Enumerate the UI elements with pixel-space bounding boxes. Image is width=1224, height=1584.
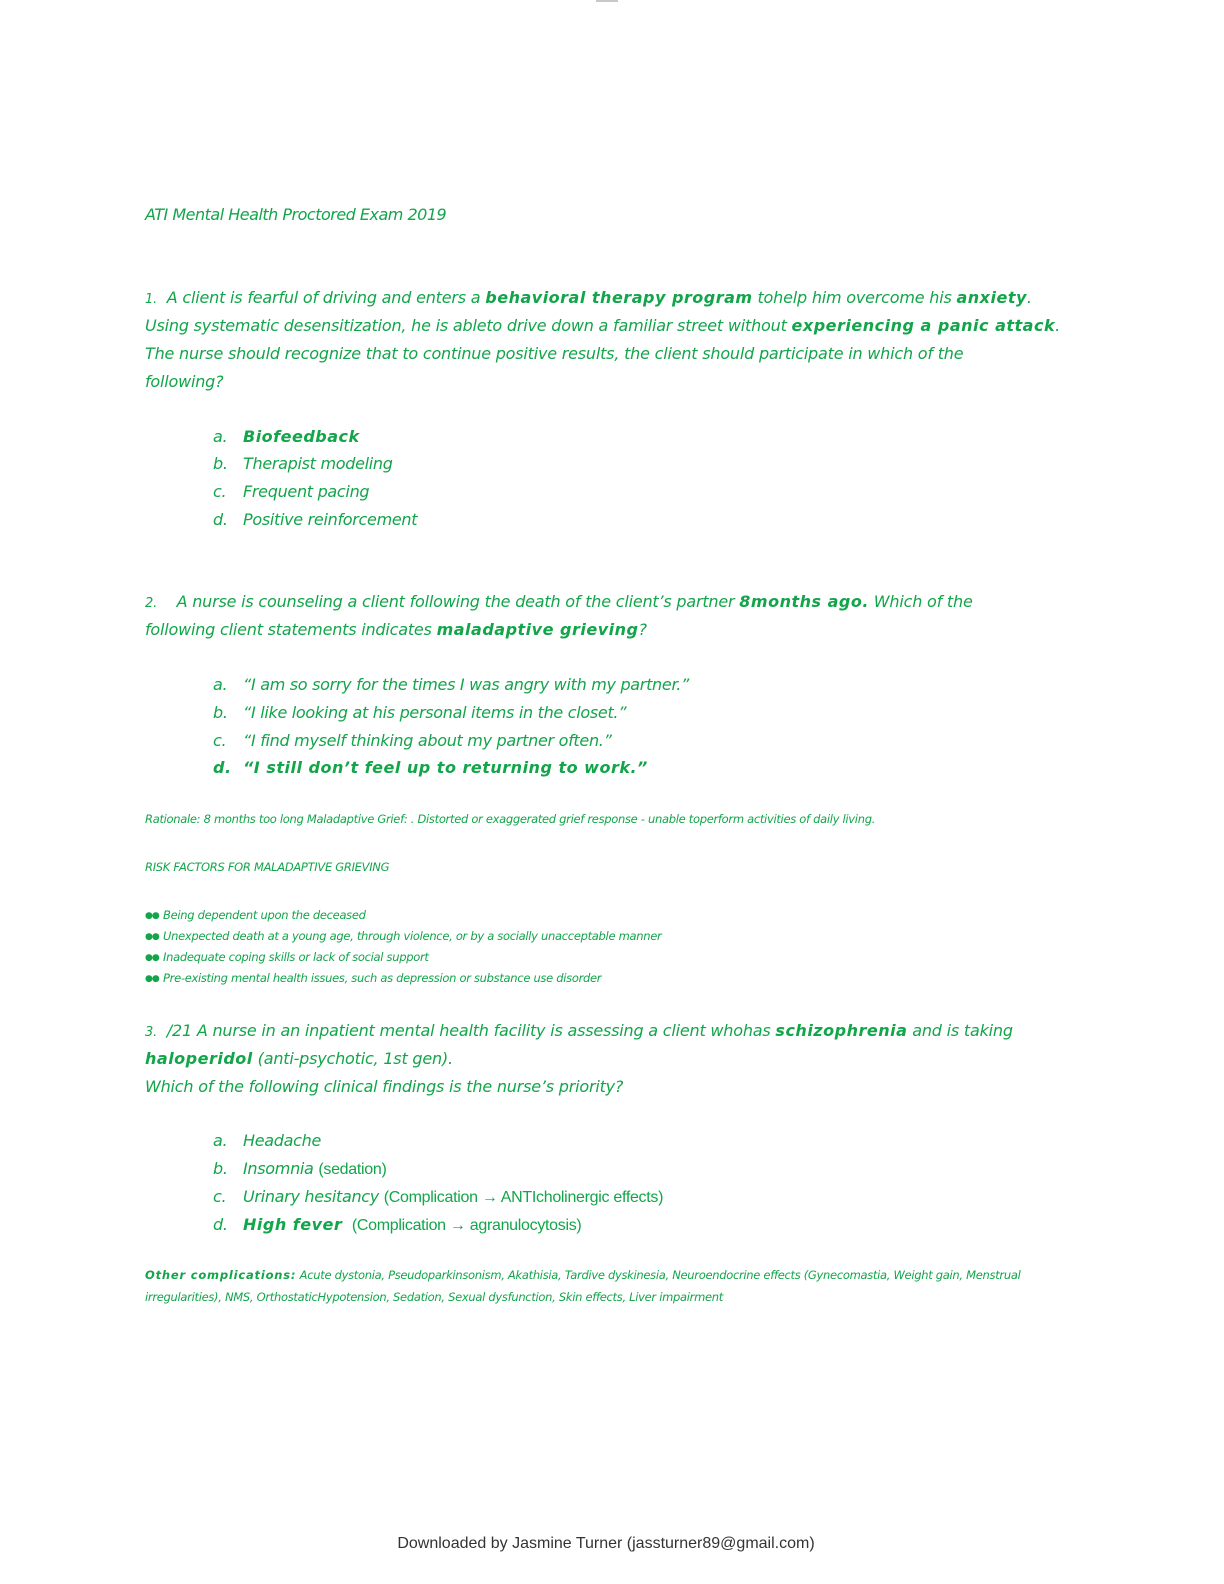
option-letter: d. bbox=[213, 1215, 228, 1234]
option-note: (sedation) bbox=[318, 1161, 387, 1178]
other-complications-label: Other complications: bbox=[145, 1268, 297, 1282]
q1-option-d bbox=[213, 510, 417, 529]
risk-text: Pre-existing mental health issues, such as depression or substance use disorder bbox=[163, 971, 602, 985]
question-number: 2. bbox=[145, 596, 158, 611]
option-text: High fever bbox=[243, 1215, 343, 1234]
question-text: A client is fearful of driving and enters a bbox=[166, 288, 481, 307]
question-number: 1. bbox=[145, 292, 158, 307]
risk-factors-heading: RISK FACTORS FOR MALADAPTIVE GRIEVING bbox=[145, 860, 390, 874]
option-letter: b. bbox=[213, 1159, 228, 1178]
question-text: and is taking bbox=[912, 1021, 1013, 1040]
question-text: tohelp him overcome his bbox=[757, 288, 952, 307]
question-text: Using systematic desensitization, he is ableto drive down a familiar street without bbox=[145, 316, 787, 335]
option-letter: a. bbox=[213, 427, 228, 446]
other-complications-line-1 bbox=[145, 1268, 1020, 1282]
emphasis-text: schizophrenia bbox=[775, 1021, 908, 1040]
q3-option-b bbox=[213, 1159, 387, 1179]
q1-option-a bbox=[213, 427, 360, 446]
question-text: A nurse is counseling a client following the death of the client’s partner bbox=[176, 592, 735, 611]
option-letter: a. bbox=[213, 1131, 228, 1150]
option-letter: a. bbox=[213, 675, 228, 694]
q2-option-a bbox=[213, 675, 689, 694]
q1-option-c bbox=[213, 482, 369, 501]
question-text: following client statements indicates bbox=[145, 620, 432, 639]
emphasis-text: anxiety bbox=[956, 288, 1027, 307]
risk-text: Inadequate coping skills or lack of social support bbox=[163, 950, 429, 964]
question-1-line-3: The nurse should recognize that to continue positive results, the client should participate in which of the bbox=[145, 344, 964, 363]
option-text: Positive reinforcement bbox=[243, 510, 418, 529]
option-text: Insomnia bbox=[243, 1159, 314, 1178]
question-text: . bbox=[1026, 288, 1032, 307]
risk-item bbox=[145, 929, 661, 943]
q2-option-b bbox=[213, 703, 626, 722]
option-text: Frequent pacing bbox=[243, 482, 370, 501]
option-letter: d. bbox=[213, 758, 232, 777]
emphasis-text: 8months ago. bbox=[739, 592, 869, 611]
option-letter: d. bbox=[213, 510, 228, 529]
q2-option-c bbox=[213, 731, 612, 750]
risk-item bbox=[145, 908, 366, 922]
risk-item bbox=[145, 971, 601, 985]
risk-text: Unexpected death at a young age, through violence, or by a socially unacceptable manner bbox=[163, 929, 662, 943]
question-3-line-2 bbox=[145, 1049, 453, 1068]
option-note: (Complication → ANTIcholinergic effects) bbox=[383, 1189, 664, 1206]
emphasis-text: behavioral therapy program bbox=[485, 288, 753, 307]
option-text: “I am so sorry for the times I was angry with my partner.” bbox=[243, 675, 690, 694]
option-text: “I still don’t feel up to returning to work.” bbox=[243, 758, 648, 777]
question-3-line-3: Which of the following clinical findings is the nurse’s priority? bbox=[145, 1077, 624, 1096]
question-2-line-1 bbox=[145, 592, 973, 611]
question-text: . bbox=[1055, 316, 1060, 335]
option-letter: c. bbox=[213, 731, 227, 750]
option-letter: b. bbox=[213, 703, 228, 722]
other-complications-text: Acute dystonia, Pseudoparkinsonism, Akathisia, Tardive dyskinesia, Neuroendocrine effects (Gynecomastia, Weight gain, Menstrual bbox=[299, 1268, 1021, 1282]
q3-option-a bbox=[213, 1131, 321, 1150]
question-text: ? bbox=[638, 620, 647, 639]
question-text: /21 A nurse in an inpatient mental health facility is assessing a client whohas bbox=[166, 1021, 771, 1040]
question-text: (anti-psychotic, 1st gen). bbox=[257, 1049, 453, 1068]
option-text: Therapist modeling bbox=[243, 454, 393, 473]
question-1-line-2 bbox=[145, 316, 1060, 335]
bullet-icon: ●● bbox=[145, 911, 159, 921]
download-footer: Downloaded by Jasmine Turner (jassturner89@gmail.com) bbox=[397, 1535, 815, 1552]
document-title: ATI Mental Health Proctored Exam 2019 bbox=[145, 205, 447, 224]
bullet-icon: ●● bbox=[145, 932, 159, 942]
q3-option-d bbox=[213, 1215, 581, 1235]
option-text: Headache bbox=[243, 1131, 322, 1150]
option-text: “I find myself thinking about my partner often.” bbox=[243, 731, 612, 750]
option-text: Biofeedback bbox=[243, 427, 360, 446]
option-text: “I like looking at his personal items in the closet.” bbox=[243, 703, 627, 722]
emphasis-text: maladaptive grieving bbox=[436, 620, 639, 639]
option-text: Urinary hesitancy bbox=[243, 1187, 379, 1206]
question-2-line-2 bbox=[145, 620, 647, 639]
risk-item bbox=[145, 950, 429, 964]
question-1-line-1 bbox=[145, 288, 1032, 307]
option-letter: b. bbox=[213, 454, 228, 473]
other-complications-line-2: irregularities), NMS, OrthostaticHypotension, Sedation, Sexual dysfunction, Skin effects, Liver impairment bbox=[145, 1290, 723, 1304]
rationale-text: Rationale: 8 months too long Maladaptive Grief: . Distorted or exaggerated grief response - unable toperform activities of daily living. bbox=[145, 812, 876, 826]
q2-option-d bbox=[213, 758, 648, 777]
header-rule bbox=[596, 0, 618, 2]
option-letter: c. bbox=[213, 482, 227, 501]
option-note: (Complication → agranulocytosis) bbox=[351, 1217, 582, 1234]
question-1-line-4: following? bbox=[145, 372, 224, 391]
bullet-icon: ●● bbox=[145, 953, 159, 963]
q1-option-b bbox=[213, 454, 393, 473]
option-letter: c. bbox=[213, 1187, 227, 1206]
emphasis-text: experiencing a panic attack bbox=[791, 316, 1056, 335]
q3-option-c bbox=[213, 1187, 663, 1207]
emphasis-text: haloperidol bbox=[145, 1049, 253, 1068]
question-number: 3. bbox=[145, 1025, 158, 1040]
question-text: Which of the bbox=[873, 592, 973, 611]
risk-text: Being dependent upon the deceased bbox=[163, 908, 366, 922]
question-3-line-1 bbox=[145, 1021, 1013, 1040]
bullet-icon: ●● bbox=[145, 974, 159, 984]
